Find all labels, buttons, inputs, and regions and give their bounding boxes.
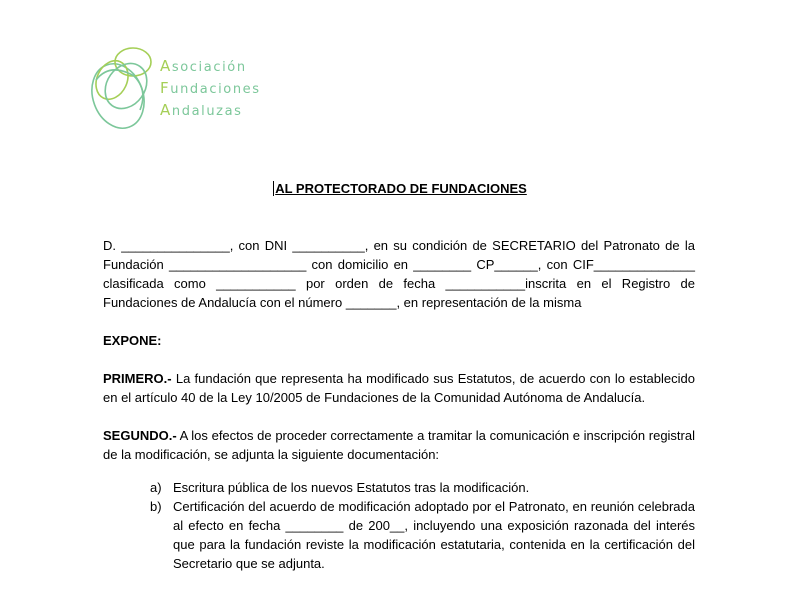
segundo-label: SEGUNDO.- [103, 428, 177, 443]
logo-line-1: Asociación [160, 57, 247, 75]
logo-rings-icon [88, 40, 163, 135]
expone-heading: EXPONE: [103, 333, 162, 348]
primero-text: La fundación que representa ha modificado sus Estatutos, de acuerdo con lo establecido en el artículo 40 de la Ley 10/2005 de Fundaciones de la Comunidad Autónoma de Andalucía. [103, 371, 695, 405]
segundo-paragraph [103, 426, 695, 464]
list-item: b) Certificación del acuerdo de modificación adoptado por el Patronato, en reunión celebrada al efecto en fecha ________ de 200__, incluyendo una exposición razonada del interés que para la fundación reviste la modificación estatutaria, contenida en la certificación del Secretario que se adjunta. [150, 499, 695, 571]
logo [88, 40, 278, 135]
primero-paragraph [103, 369, 695, 407]
intro-paragraph: D. _______________, con DNI __________, en su condición de SECRETARIO del Patronato de la Fundación ___________________ con domicilio en ________ CP______, con CIF______________ clasificada como ___________ por orden de fecha ___________inscrita en el Registro de Fundaciones de Andalucía con el número _______, en representación de la misma [103, 238, 695, 310]
segundo-text: A los efectos de proceder correctamente a tramitar la comunicación e inscripción registral de la modificación, se adjunta la siguiente documentación: [103, 428, 695, 462]
list-item: a) Escritura pública de los nuevos Estatutos tras la modificación. [150, 480, 530, 495]
document-title: AL PROTECTORADO DE FUNDACIONES [275, 181, 527, 196]
documents-list [103, 478, 695, 573]
logo-line-3: Andaluzas [160, 101, 243, 119]
logo-text [160, 56, 261, 122]
document-body [103, 236, 695, 573]
primero-label: PRIMERO.- [103, 371, 172, 386]
logo-line-2: Fundaciones [160, 79, 261, 97]
